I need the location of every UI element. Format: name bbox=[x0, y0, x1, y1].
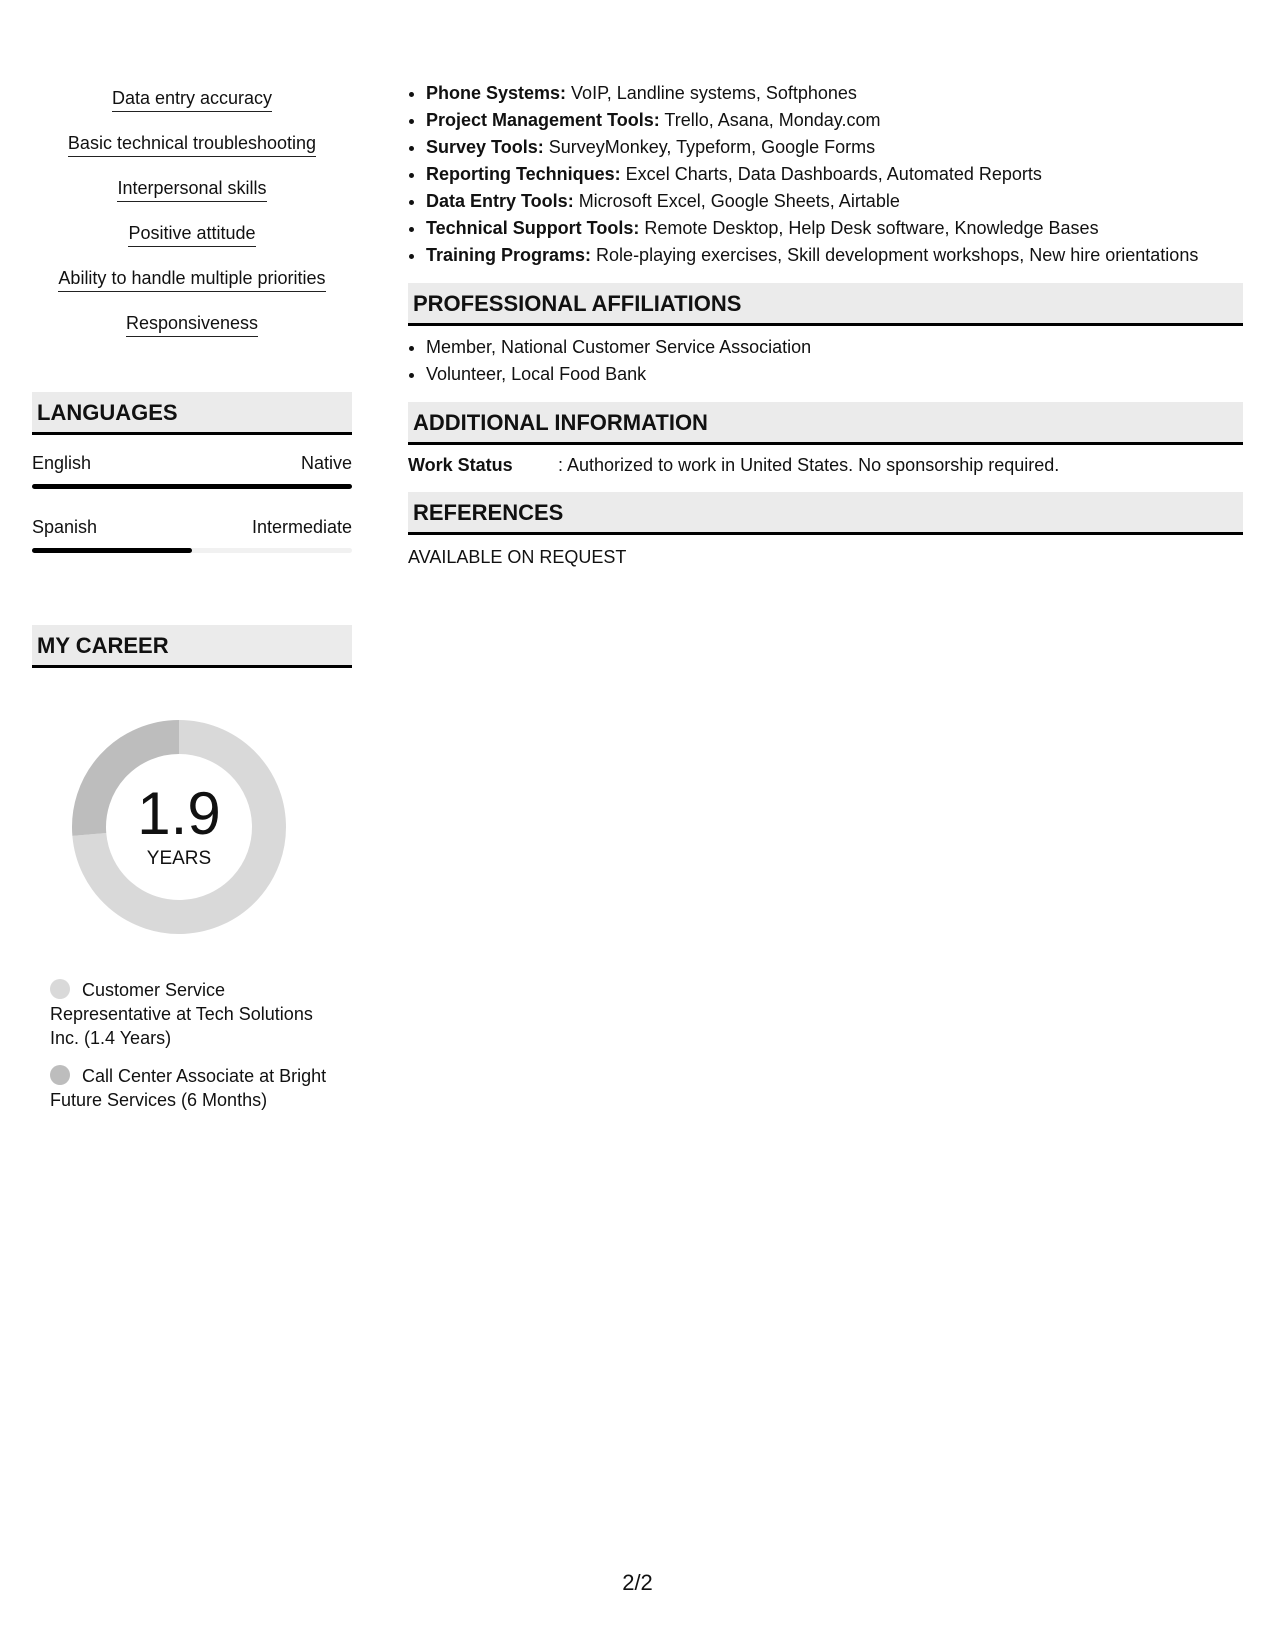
career-legend-text: Customer Service Representative at Tech Solutions Inc. (1.4 Years) bbox=[50, 980, 313, 1048]
tool-item bbox=[426, 161, 1243, 188]
skills-list bbox=[32, 80, 352, 350]
tool-label: Project Management Tools: bbox=[426, 110, 660, 130]
tool-label: Training Programs: bbox=[426, 245, 592, 265]
skill-item bbox=[32, 170, 352, 215]
work-status-value: : Authorized to work in United States. No sponsorship required. bbox=[558, 455, 1060, 475]
language-entry bbox=[32, 517, 352, 553]
tool-label: Phone Systems: bbox=[426, 83, 567, 103]
skill-item bbox=[32, 215, 352, 260]
work-status-row bbox=[408, 455, 1243, 476]
affiliations-list bbox=[408, 334, 1243, 388]
skill-item bbox=[32, 125, 352, 170]
tool-label: Survey Tools: bbox=[426, 137, 544, 157]
career-legend bbox=[50, 978, 340, 1112]
tools-list bbox=[408, 80, 1243, 269]
tool-value: SurveyMonkey, Typeform, Google Forms bbox=[543, 137, 876, 157]
language-name: English bbox=[32, 453, 92, 473]
tool-value: VoIP, Landline systems, Softphones bbox=[566, 83, 857, 103]
career-total-unit: YEARS bbox=[146, 848, 212, 869]
career-legend-dot bbox=[50, 1065, 70, 1085]
career-heading: MY CAREER bbox=[32, 625, 352, 668]
language-bar-fill bbox=[32, 548, 192, 553]
career-legend-dot bbox=[50, 979, 70, 999]
career-total-years: 1.9 bbox=[137, 780, 221, 847]
tool-item bbox=[426, 242, 1243, 269]
career-donut-chart bbox=[64, 712, 294, 942]
tool-value: Role-playing exercises, Skill development workshops, New hire orientations bbox=[591, 245, 1199, 265]
work-status-label: Work Status bbox=[408, 455, 513, 475]
languages-heading: LANGUAGES bbox=[32, 392, 352, 435]
tool-item bbox=[426, 80, 1243, 107]
skill-label: Ability to handle multiple priorities bbox=[58, 260, 325, 292]
references-text: AVAILABLE ON REQUEST bbox=[408, 547, 627, 567]
language-row bbox=[32, 517, 352, 538]
skill-item bbox=[32, 305, 352, 350]
language-level: Native bbox=[300, 453, 352, 473]
tool-item bbox=[426, 107, 1243, 134]
career-legend-item bbox=[50, 1064, 340, 1112]
page-number: 2/2 bbox=[622, 1570, 653, 1595]
affiliation-item: • Member, National Customer Service Association bbox=[426, 334, 1243, 361]
tool-label: Technical Support Tools: bbox=[426, 218, 640, 238]
language-bar bbox=[32, 484, 352, 489]
skill-label: Positive attitude bbox=[128, 215, 255, 247]
tool-label: Reporting Techniques: bbox=[426, 164, 621, 184]
skill-item bbox=[32, 260, 352, 305]
tool-item bbox=[426, 215, 1243, 242]
affiliation-item: • Volunteer, Local Food Bank bbox=[426, 361, 1243, 388]
references-heading: REFERENCES bbox=[408, 492, 1243, 535]
language-entry bbox=[32, 453, 352, 489]
skill-label: Data entry accuracy bbox=[112, 80, 272, 112]
additional-info-heading: ADDITIONAL INFORMATION bbox=[408, 402, 1243, 445]
language-bar-fill bbox=[32, 484, 352, 489]
tool-value: Trello, Asana, Monday.com bbox=[659, 110, 881, 130]
affiliations-heading: PROFESSIONAL AFFILIATIONS bbox=[408, 283, 1243, 326]
language-bar bbox=[32, 548, 352, 553]
left-column bbox=[32, 80, 352, 1126]
language-name: Spanish bbox=[32, 517, 98, 537]
tool-label: Data Entry Tools: bbox=[426, 191, 574, 211]
career-donut-center bbox=[64, 712, 294, 942]
tool-value: Remote Desktop, Help Desk software, Knowledge Bases bbox=[639, 218, 1099, 238]
skill-label: Basic technical troubleshooting bbox=[68, 125, 316, 157]
tool-item bbox=[426, 188, 1243, 215]
tool-value: Microsoft Excel, Google Sheets, Airtable bbox=[573, 191, 900, 211]
career-legend-text: Call Center Associate at Bright Future Services (6 Months) bbox=[50, 1066, 327, 1110]
tool-value: Excel Charts, Data Dashboards, Automated Reports bbox=[620, 164, 1042, 184]
language-row bbox=[32, 453, 352, 474]
skill-item bbox=[32, 80, 352, 125]
career-legend-item bbox=[50, 978, 340, 1050]
right-column bbox=[408, 80, 1243, 568]
skill-label: Responsiveness bbox=[126, 305, 258, 337]
tool-item bbox=[426, 134, 1243, 161]
language-level: Intermediate bbox=[251, 517, 352, 537]
skill-label: Interpersonal skills bbox=[117, 170, 266, 202]
